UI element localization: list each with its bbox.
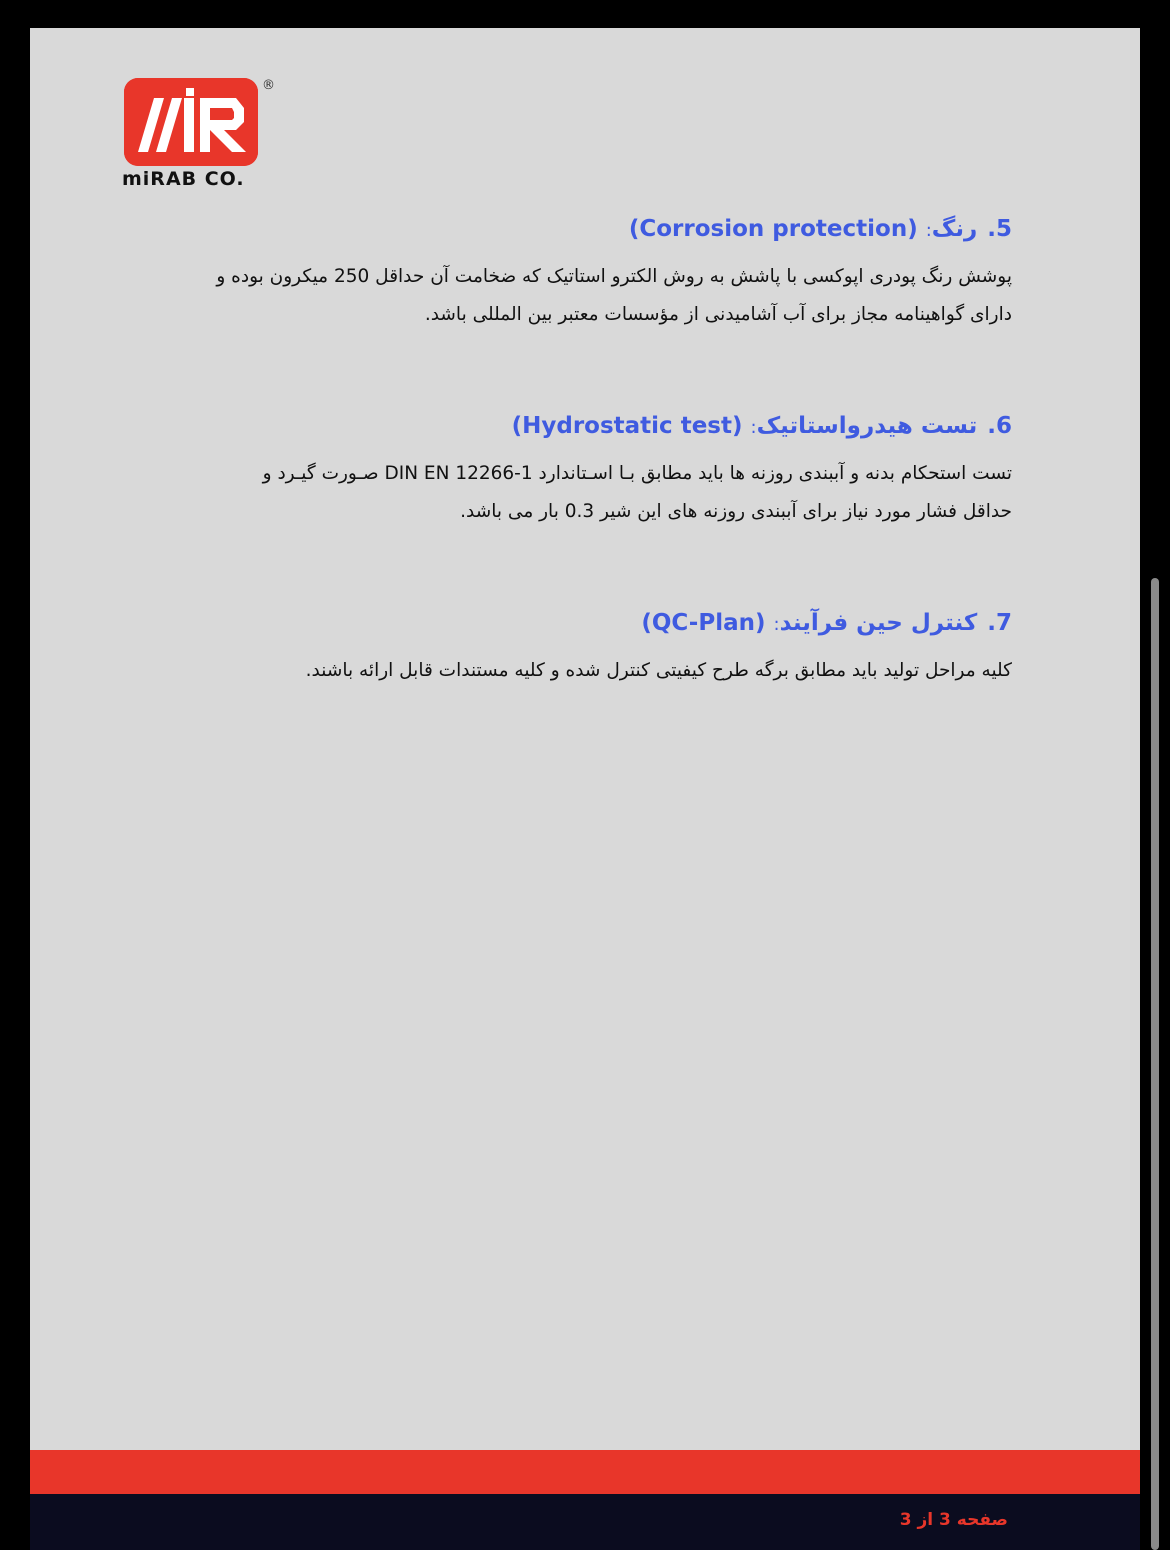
title-colon: : (925, 220, 932, 241)
section-body (172, 652, 1012, 690)
section-number: 7. (987, 610, 1012, 636)
body-line: کلیه مراحل تولید باید مطابق برگه طرح کیفیتی کنترل شده و کلیه مستندات قابل ارائه باشند. (305, 660, 1012, 681)
title-colon: : (773, 614, 780, 635)
section-hydrostatic-test (172, 411, 1012, 531)
logo-mark-icon (124, 78, 258, 166)
section-body (172, 258, 1012, 334)
body-line: دارای گواهینامه مجاز برای آب آشامیدنی از مؤسسات معتبر بین المللی باشد. (424, 304, 1012, 325)
section-title-fa: رنگ (931, 216, 978, 242)
section-number: 5. (987, 216, 1012, 242)
section-title-en: (Corrosion protection) (628, 216, 918, 242)
section-title-en: (QC-Plan) (641, 610, 766, 636)
logo-brand-text: miRAB CO. (122, 168, 245, 190)
section-title-en: (Hydrostatic test) (511, 413, 743, 439)
section-qc-plan (172, 608, 1012, 690)
section-title (172, 411, 1012, 443)
section-title (172, 214, 1012, 246)
section-title-fa: تست هیدرواستاتیک (756, 413, 978, 439)
section-number: 6. (987, 413, 1012, 439)
document-page (30, 28, 1140, 1550)
body-line: پوشش رنگ پودری اپوکسی با پاشش به روش الکترو استاتیک که ضخامت آن حداقل 250 میکرون بوده و (216, 266, 1012, 287)
registered-mark: ® (262, 78, 275, 93)
page-number: صفحه 3 از 3 (899, 1510, 1008, 1530)
body-line: تست استحکام بدنه و آببندی روزنه ها باید مطابق بـا اسـتاندارد DIN EN 12266-1 صـورت گیـرد و (262, 463, 1012, 484)
body-line: حداقل فشار مورد نیاز برای آببندی روزنه های این شیر 0.3 بار می باشد. (460, 501, 1012, 522)
footer-red-band (30, 1450, 1140, 1494)
vertical-scrollbar[interactable] (1151, 578, 1159, 1550)
company-logo (122, 76, 282, 196)
logo-emblem (124, 78, 258, 166)
section-title-fa: کنترل حین فرآیند (779, 610, 978, 636)
section-title (172, 608, 1012, 640)
section-corrosion-protection (172, 214, 1012, 334)
footer-dark-band (30, 1494, 1140, 1550)
section-body (172, 455, 1012, 531)
title-colon: : (750, 417, 757, 438)
